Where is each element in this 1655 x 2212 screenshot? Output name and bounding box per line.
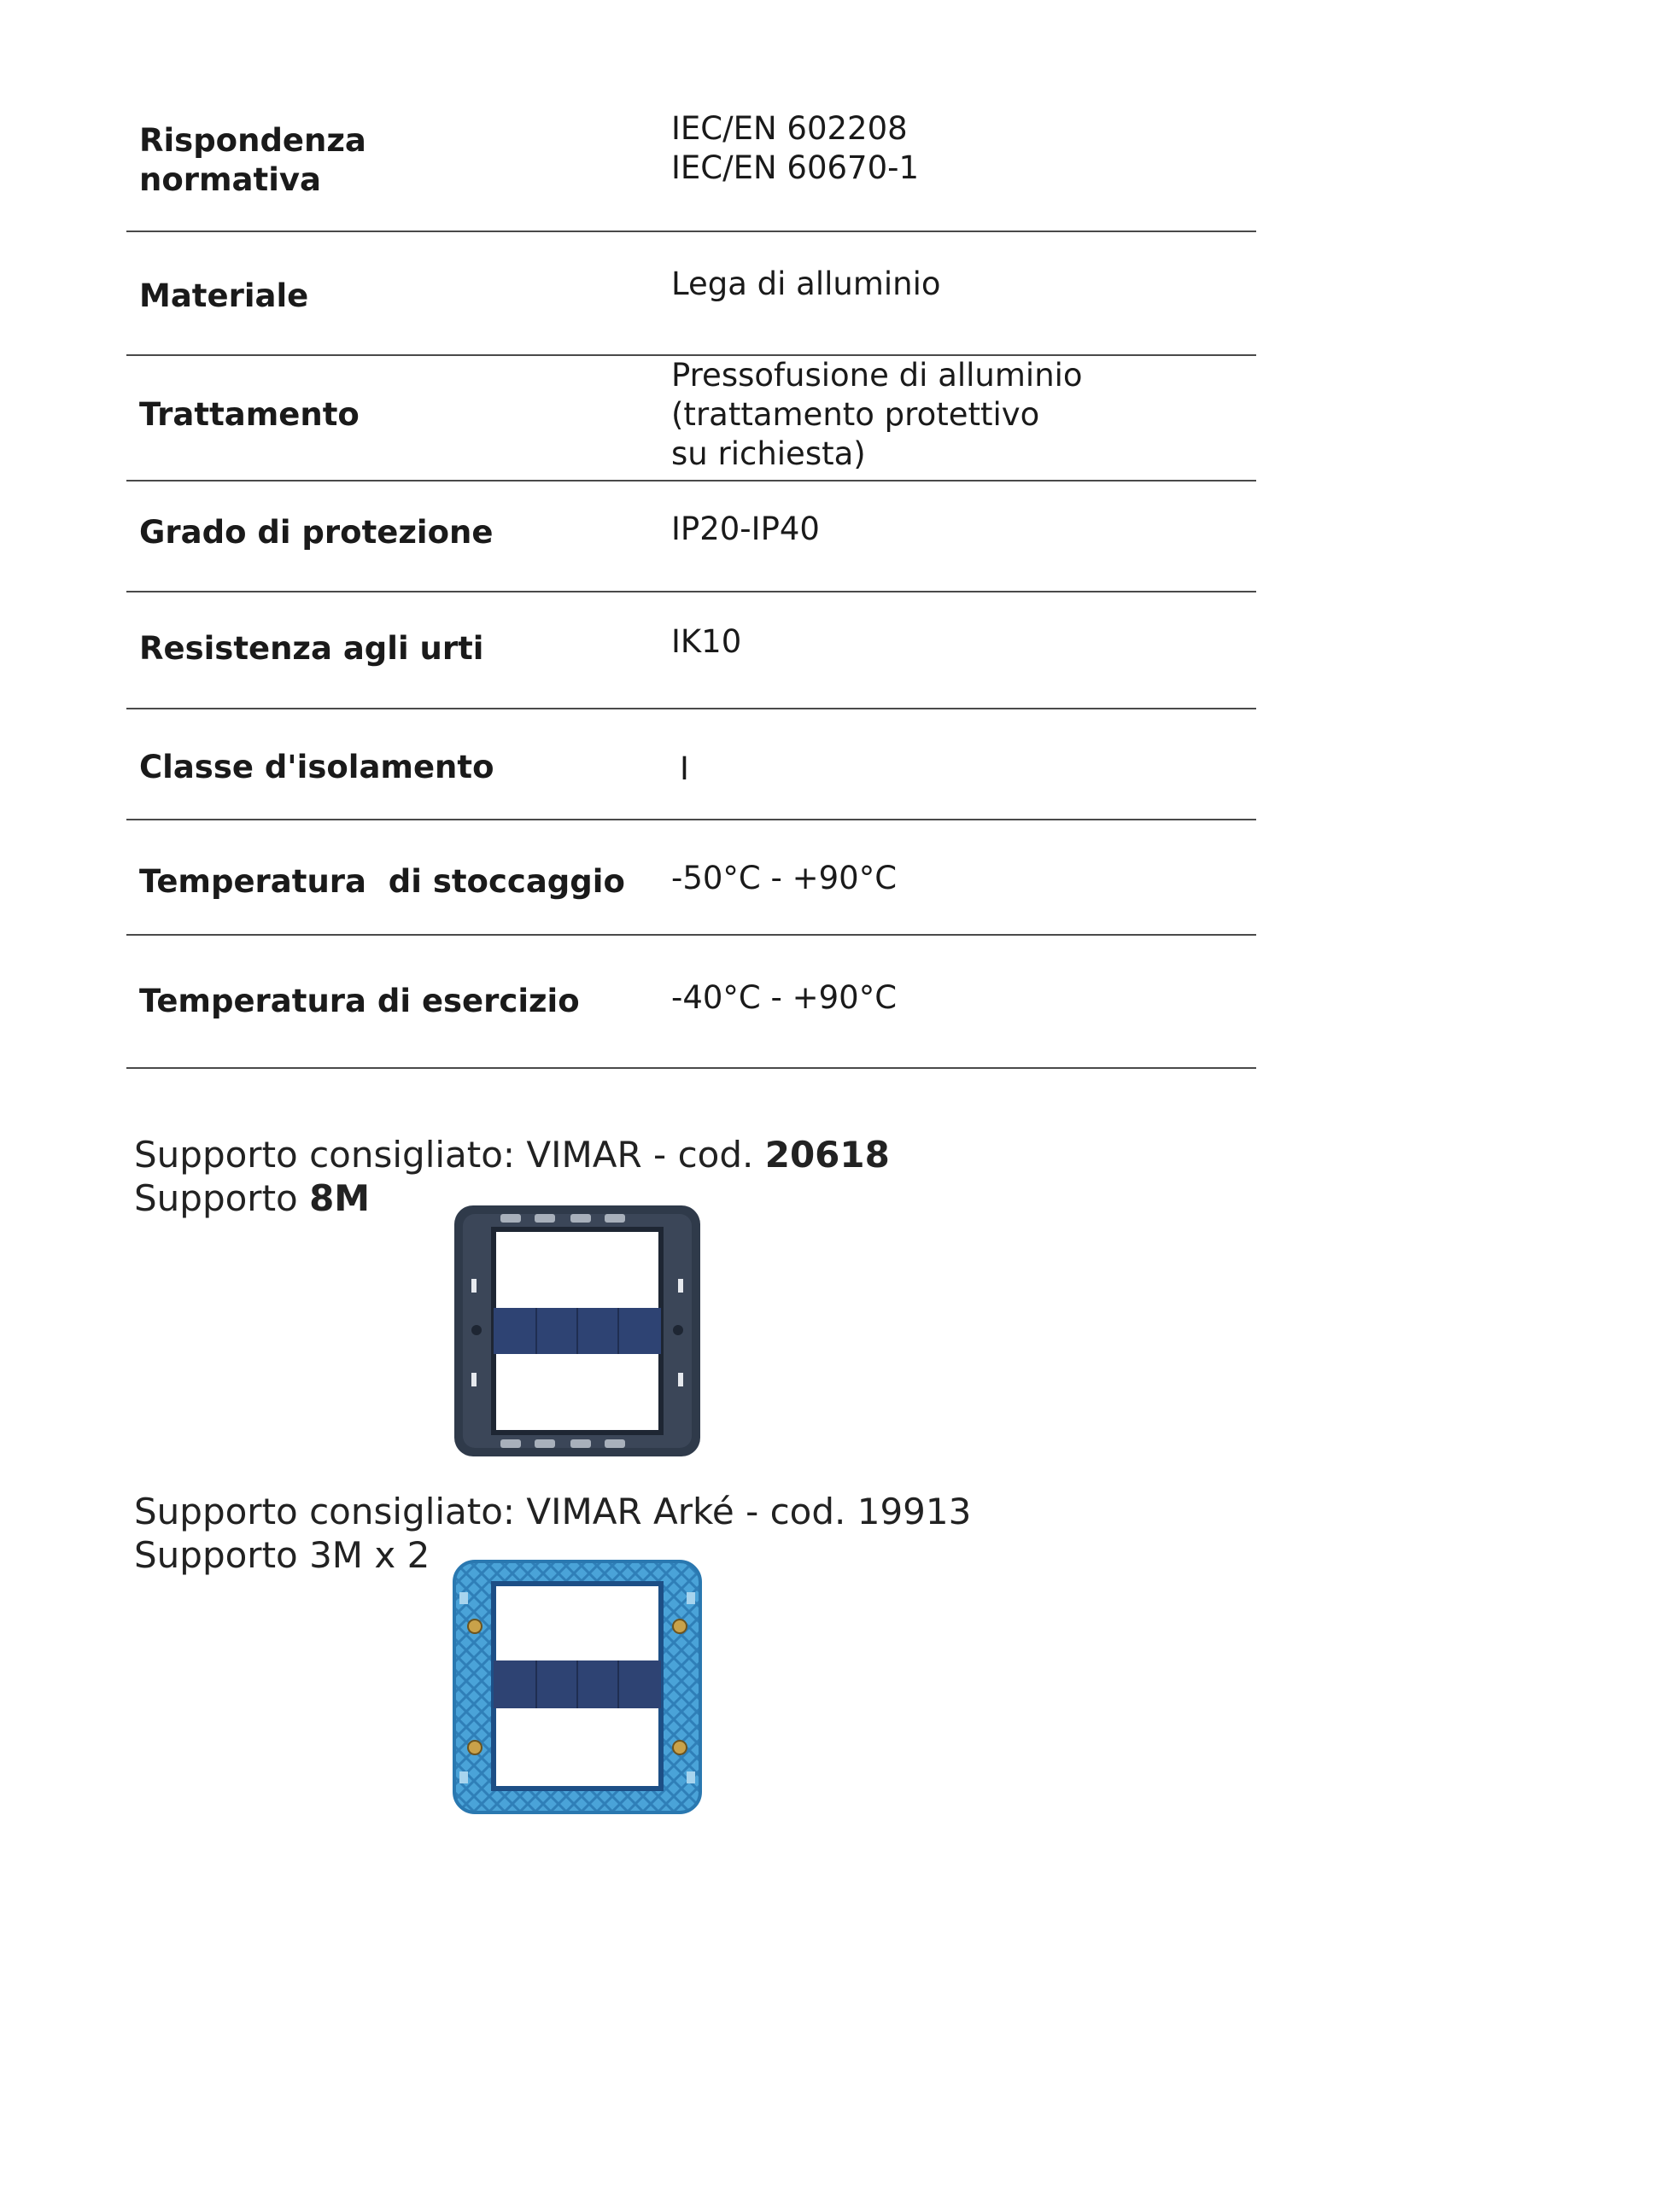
spec-row-trattamento	[126, 356, 1256, 482]
spec-label: Materiale	[139, 277, 309, 314]
support-caption-vimar: Supporto consigliato: VIMAR - cod. 20618 Supporto 8M	[134, 1134, 890, 1219]
spec-row-resistenza	[126, 592, 1256, 709]
support-caption-arke: Supporto consigliato: VIMAR Arké - cod. 19913 Supporto 3M x 2	[134, 1491, 972, 1576]
spec-row-grado	[126, 482, 1256, 592]
spec-value: I	[680, 750, 689, 787]
spec-row-stoccaggio	[126, 820, 1256, 936]
spec-row-esercizio	[126, 936, 1256, 1069]
spec-value: IP20-IP40	[671, 511, 820, 547]
spec-value: Lega di alluminio	[671, 266, 941, 302]
spec-value: IEC/EN 602208 IEC/EN 60670-1	[671, 110, 920, 186]
spec-value: Pressofusione di alluminio (trattamento protettivo su richiesta)	[671, 357, 1083, 472]
spec-label: Grado di protezione	[139, 514, 494, 551]
spec-value: -40°C - +90°C	[671, 979, 898, 1016]
support-frame-8m-image	[451, 1202, 704, 1460]
spec-label: Rispondenza normativa	[139, 122, 366, 198]
spec-label: Resistenza agli urti	[139, 630, 484, 667]
spec-row-materiale	[126, 232, 1256, 356]
spec-label: Trattamento	[139, 396, 360, 433]
spec-row-rispondenza	[126, 102, 1256, 232]
spec-label: Temperatura di esercizio	[139, 983, 580, 1019]
spec-table	[126, 102, 1256, 1069]
spec-value: IK10	[671, 623, 742, 660]
spec-label: Temperatura di stoccaggio	[139, 863, 625, 900]
spec-value: -50°C - +90°C	[671, 860, 898, 896]
spec-row-classe	[126, 709, 1256, 820]
support-frame-3mx2-image	[451, 1558, 704, 1816]
spec-label: Classe d'isolamento	[139, 749, 494, 785]
